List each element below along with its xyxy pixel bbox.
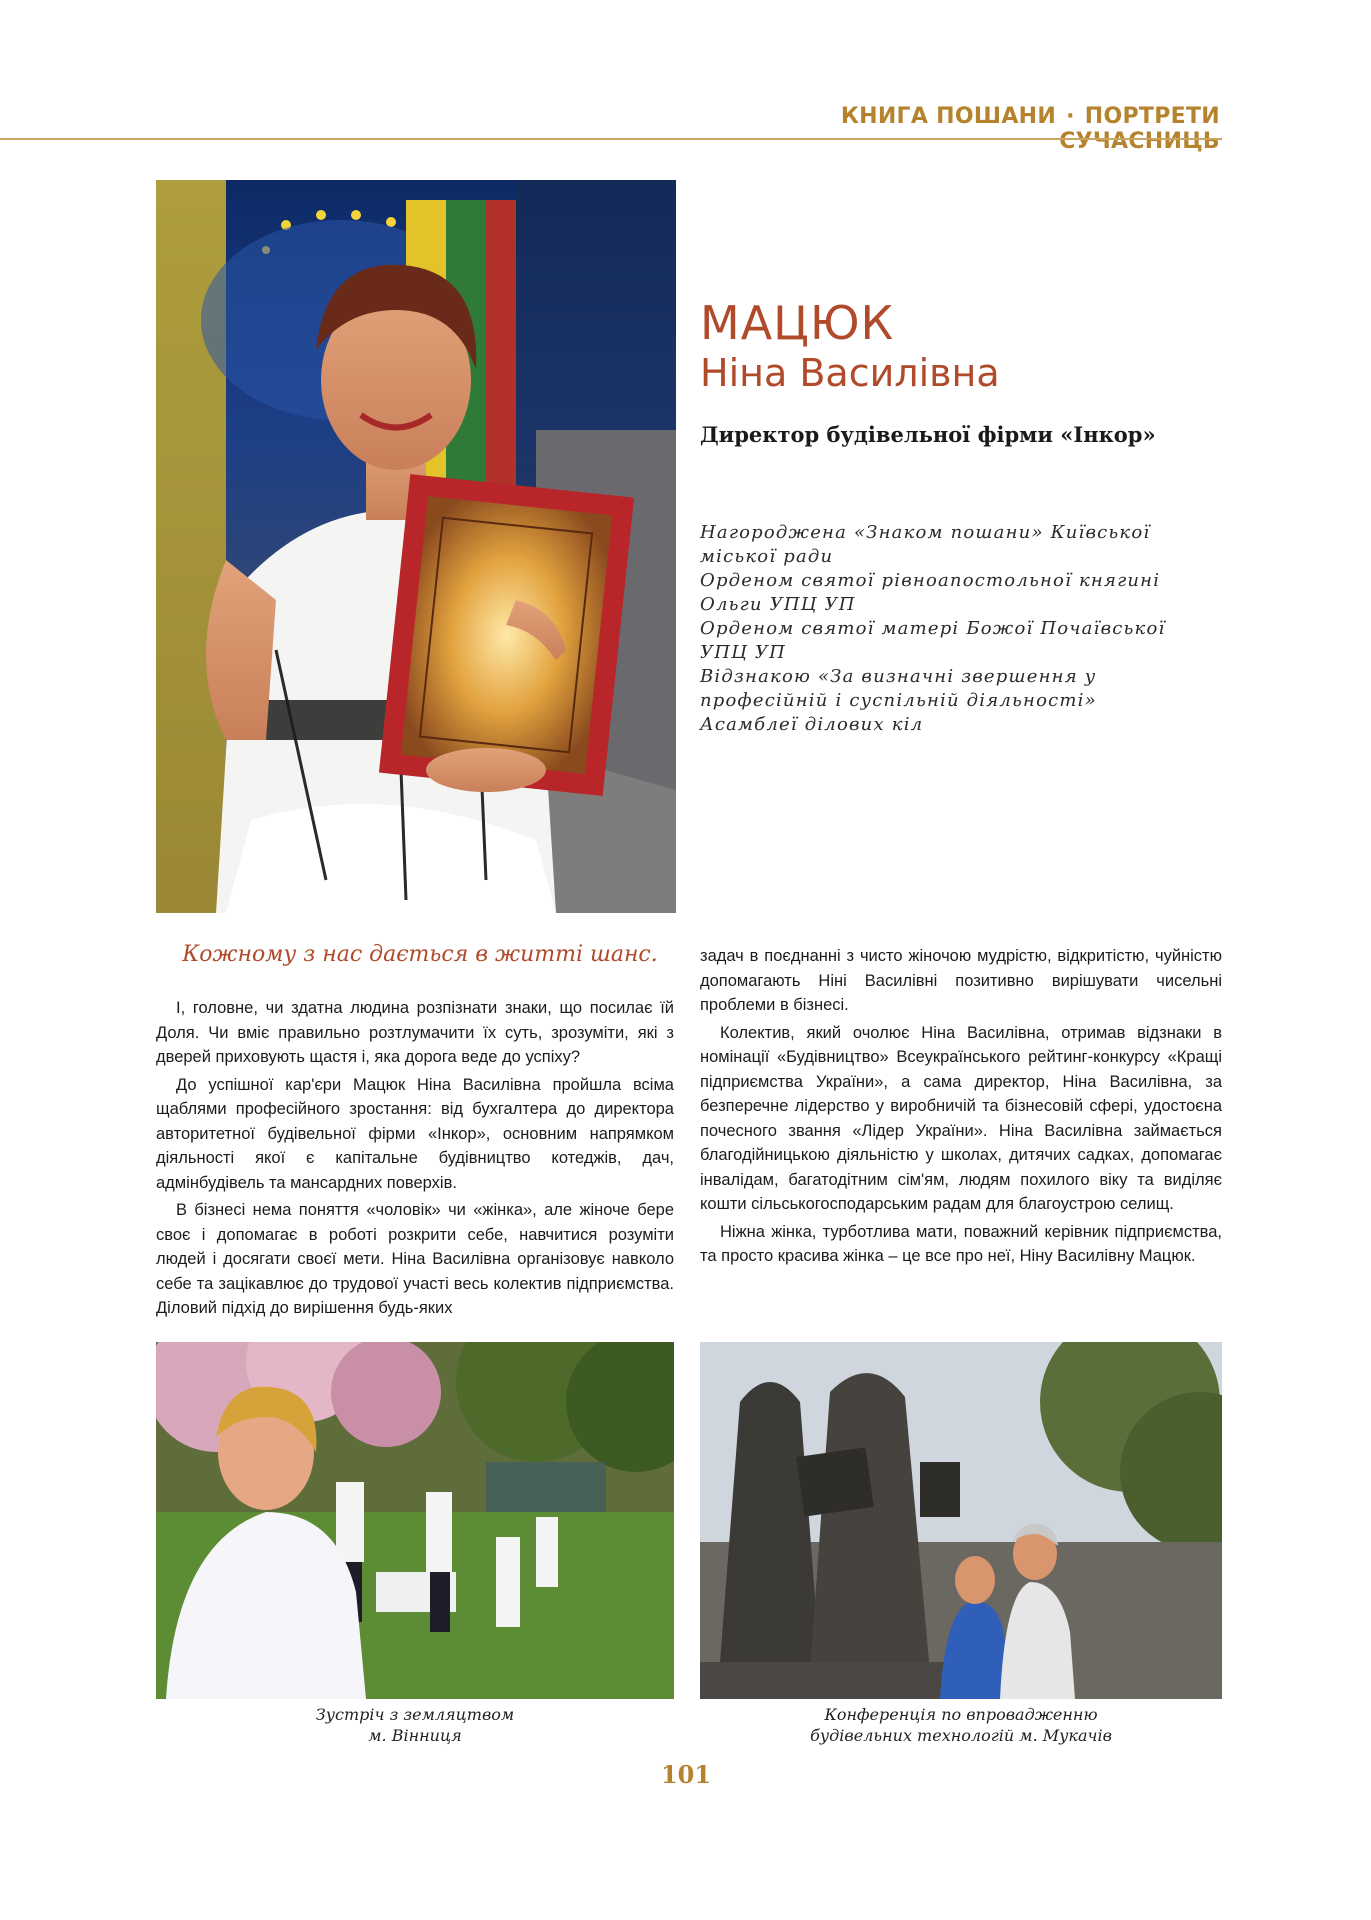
page-number: 101	[660, 1760, 712, 1789]
awards-list	[700, 521, 1200, 737]
article-paragraph: В бізнесі нема поняття «чоловік» чи «жінка», але жіноче бере своє і допомагає в роботі розкрити себе, навчитися розуміти людей і досягати своєї мети. Ніна Василівна організовує навколо себе та зацікавлює до трудової участі весь колектив підприємства. Діловий підхід до вирішення будь-яких	[156, 1201, 674, 1317]
header-separator: ·	[1066, 104, 1075, 129]
caption-conference	[700, 1704, 1222, 1746]
caption-line: м. Вінниця	[368, 1726, 462, 1745]
article-subtitle: Кожному з нас дається в житті шанс.	[182, 942, 658, 967]
caption-line: Конференція по впровадженню	[824, 1705, 1098, 1724]
article-paragraph: І, головне, чи здатна людина розпізнати знаки, що посилає їй Доля. Чи вміє правильно розтлумачити їх суть, зрозуміти, які з дверей приховують щастя і, яка дорога веде до успіху?	[156, 999, 674, 1066]
person-last-name: МАЦЮК	[700, 296, 895, 350]
caption-meeting	[156, 1704, 674, 1746]
caption-line: будівельних технологій м. Мукачів	[810, 1726, 1112, 1745]
running-header	[700, 104, 1220, 154]
article-column-left	[156, 996, 674, 1324]
article-paragraph: До успішної кар'єри Мацюк Ніна Василівна пройшла всіма щаблями професійного зростання: від бухгалтера до директора авторитетної будівельної фірми «Інкор», основним напрямком діяльності якої є капітальне будівництво котеджів, дач, адмінбудівель та мансардних поверхів.	[156, 1075, 674, 1192]
header-book-title: КНИГА ПОШАНИ	[840, 104, 1057, 129]
award-item: Орденом святої матері Божої Почаївської УПЦ УП	[700, 618, 1166, 663]
header-rule	[0, 138, 1222, 140]
person-position: Директор будівельної фірми «Інкор»	[700, 422, 1156, 447]
award-item: Нагороджена «Знаком пошани» Київської міської ради	[700, 522, 1151, 567]
meeting-illustration	[156, 1342, 674, 1699]
award-item: Відзнакою «За визначні звершення у професійній і суспільній діяльності» Асамблеї ділових кіл	[700, 666, 1097, 735]
article-paragraph: Ніжна жінка, турботлива мати, поважний керівник підприємства, та просто красива жінка – це все про неї, Ніну Василівну Мацюк.	[700, 1222, 1222, 1265]
caption-line: Зустріч з земляцтвом	[315, 1705, 515, 1724]
portrait-illustration	[156, 180, 676, 913]
article-column-right	[700, 944, 1222, 1272]
award-item: Орденом святої рівноапостольної княгині Ольги УПЦ УП	[700, 570, 1161, 615]
photo-conference-mukachevo	[700, 1342, 1222, 1699]
person-first-name: Ніна Василівна	[700, 351, 1000, 395]
photo-meeting-vinnytsia	[156, 1342, 674, 1699]
diploma-plaque-icon	[379, 474, 634, 796]
portrait-photo	[156, 180, 676, 913]
article-paragraph: Колектив, який очолює Ніна Василівна, отримав відзнаки в номінації «Будівництво» Всеукраїнського рейтинг-конкурсу «Кращі підприємства України», а сама директор, Ніна Василівна, за безперечне лідерство у виробничій та бізнесовій сфері, удостоєна почесного звання «Лідер України». Ніна Василівна займається благодійницькою діяльністю у школах, дитячих садках, допомагає інвалідам, багатодітним сім'ям, людям похилого віку та виділяє кошти сільськогосподарським радам для благоустрою селищ.	[700, 1023, 1222, 1213]
conference-illustration	[700, 1342, 1222, 1699]
article-paragraph: задач в поєднанні з чисто жіночою мудрістю, відкритістю, чуйністю допомагають Ніні Василівні позитивно вирішувати чисельні проблеми в бізнесі.	[700, 947, 1222, 1014]
header-section-title: ПОРТРЕТИ СУЧАСНИЦЬ	[1059, 104, 1220, 154]
